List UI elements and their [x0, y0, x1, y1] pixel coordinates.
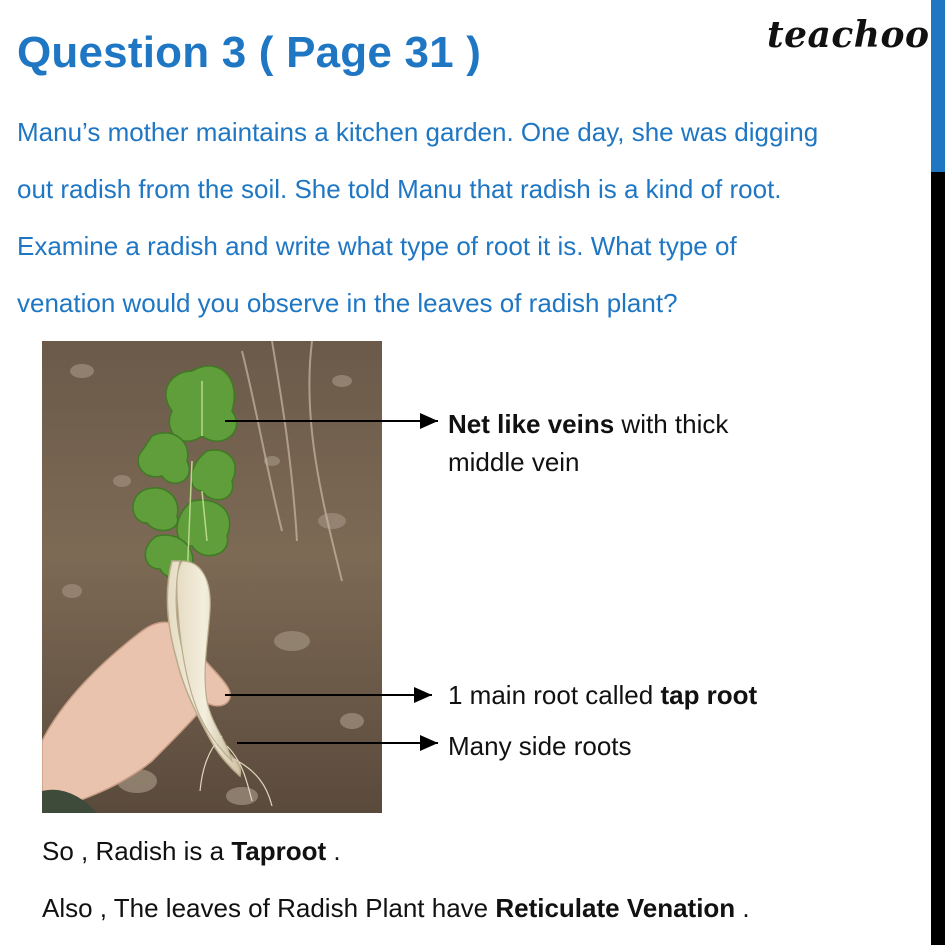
answer-1-suffix: . [326, 836, 341, 866]
question-line: out radish from the soil. She told Manu that radish is a kind of root. [17, 174, 782, 204]
question-text [17, 104, 922, 332]
answer-line-2 [42, 893, 750, 924]
veins-label [448, 405, 728, 481]
question-line: Manu’s mother maintains a kitchen garden. One day, she was digging [17, 117, 819, 147]
taproot-label-prefix: 1 main root called [448, 680, 661, 710]
answer-1-bold: Taproot [231, 836, 327, 866]
taproot-label-bold: tap root [660, 680, 758, 710]
answer-2-bold: Reticulate Venation [495, 893, 736, 923]
answer-line-1 [42, 836, 341, 867]
side-bar-accent [931, 0, 945, 172]
radish-photo [42, 341, 382, 813]
answer-2-prefix: Also , The leaves of Radish Plant have [42, 893, 496, 923]
answer-1-prefix: So , Radish is a [42, 836, 232, 866]
veins-label-bold: Net like veins [448, 409, 615, 439]
taproot-label [448, 676, 757, 714]
answer-2-suffix: . [735, 893, 750, 923]
question-line: venation would you observe in the leaves of radish plant? [17, 288, 678, 318]
veins-label-rest: with thick [614, 409, 729, 439]
teachoo-logo: teachoo [767, 14, 930, 56]
side-roots-label: Many side roots [448, 731, 632, 761]
question-line: Examine a radish and write what type of root it is. What type of [17, 231, 737, 261]
veins-label-line2: middle vein [448, 447, 580, 477]
page-title: Question 3 ( Page 31 ) [17, 28, 482, 77]
